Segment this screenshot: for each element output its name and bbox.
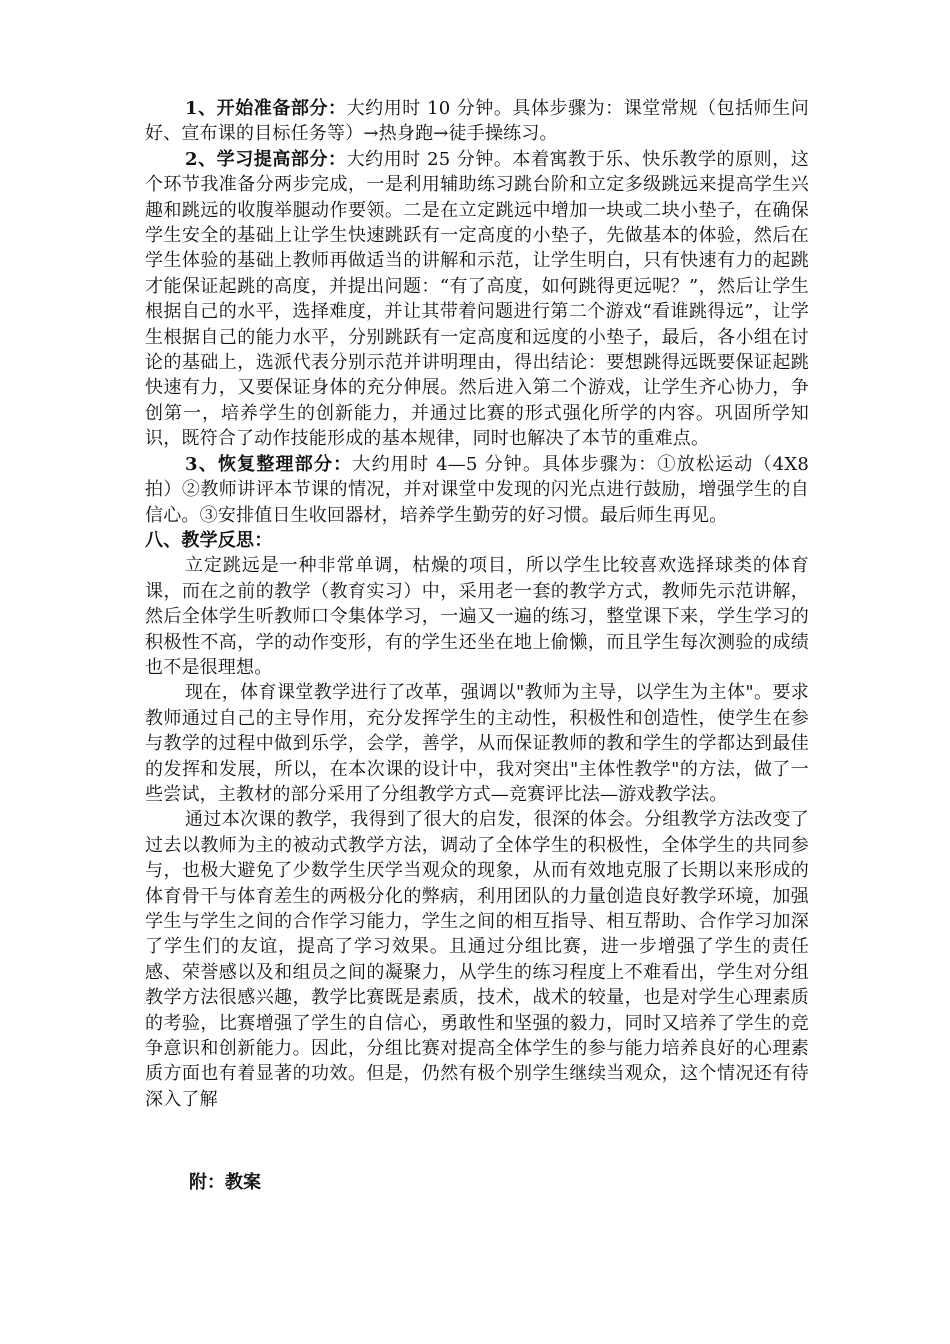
- section-text: 大约用时 4—5 分钟。具体步骤为：①放松运动（4X8 拍）②教师讲评本节课的情况，并对课堂中发现的闪光点进行鼓励，增强学生的自信心。③安排值日生收回器材，培养学生勤劳的好习惯。最后师生再见。: [145, 453, 809, 526]
- reflection-paragraph: 现在，体育课堂教学进行了改革，强调以"教师为主导，以学生为主体"。要求教师通过自己的主导作用，充分发挥学生的主动性，积极性和创造性，使学生在参与教学的过程中做到乐学，会学，善学，从而保证教师的教和学生的学都达到最佳的发挥和发展，所以，在本次课的设计中，我对突出"主体性教学"的方法，做了一些尝试，主教材的部分采用了分组教学方式—竞赛评比法—游戏教学法。: [145, 682, 809, 805]
- section-text: 大约用时 25 分钟。本着寓教于乐、快乐教学的原则，这个环节我准备分两步完成，一是利用辅助练习跳台阶和立定多级跳远来提高学生兴趣和跳远的收腹举腿动作要领。二是在立定跳远中增加一块或二块小垫子，在确保学生安全的基础上让学生快速跳跃有一定高度的小垫子，先做基本的体验，然后在学生体验的基础上教师再做适当的讲解和示范，让学生明白，只有快速有力的起跳才能保证起跳的高度，并提出问题：“有了高度，如何跳得更远呢？”，然后让学生根据自己的水平，选择难度，并让其带着问题进行第二个游戏“看谁跳得远”，让学生根据自己的能力水平，分别跳跃有一定高度和远度的小垫子，最后，各小组在讨论的基础上，选派代表分别示范并讲明理由，得出结论：要想跳得远既要保证起跳快速有力，又要保证身体的充分伸展。然后进入第二个游戏，让学生齐心协力，争创第一，培养学生的创新能力，并通过比赛的形式强化所学的内容。巩固所学知识，既符合了动作技能形成的基本规律，同时也解决了本节的重难点。: [145, 148, 809, 450]
- section-recovery: [145, 452, 809, 528]
- section-text: 大约用时 10 分钟。具体步骤为：课堂常规（包括师生问好、宣布课的目标任务等）→热身跑→徒手操练习。: [145, 98, 809, 145]
- section-start-preparation: [145, 96, 809, 147]
- section-learning-improvement: [145, 147, 809, 452]
- reflection-paragraph: 通过本次课的教学，我得到了很大的启发，很深的体会。分组教学方法改变了过去以教师为主的被动式教学方法，调动了全体学生的积极性，全体学生的共同参与，也极大避免了少数学生厌学当观众的现象，从而有效地克服了长期以来形成的体育骨干与体育差生的两极分化的弊病，利用团队的力量创造良好教学环境，加强学生与学生之间的合作学习能力，学生之间的相互指导、相互帮助、合作学习加深了学生们的友谊，提高了学习效果。且通过分组比赛，进一步增强了学生的责任感、荣誉感以及和组员之间的凝聚力，从学生的练习程度上不难看出，学生对分组教学方法很感兴趣，教学比赛既是素质，技术，战术的较量，也是对学生心理素质的考验，比赛增强了学生的自信心，勇敢性和坚强的毅力，同时又培养了学生的竞争意识和创新能力。因此，分组比赛对提高全体学生的参与能力培养良好的心理素质方面也有着显著的功效。但是，仍然有极个别学生继续当观众，这个情况还有待深入了解: [145, 809, 809, 1110]
- appendix-heading: 附：教案: [189, 1172, 261, 1193]
- section-label: 1、开始准备部分：: [185, 98, 347, 119]
- reflection-heading: 八、教学反思：: [145, 529, 273, 551]
- section-label: 3、恢复整理部分：: [185, 453, 353, 475]
- reflection-paragraph: 立定跳远是一种非常单调，枯燥的项目，所以学生比较喜欢选择球类的体育课，而在之前的教学（教育实习）中，采用老一套的教学方式，教师先示范讲解，然后全体学生听教师口令集体学习，一遍又一遍的练习，整堂课下来，学生学习的积极性不高，学的动作变形，有的学生还坐在地上偷懒，而且学生每次测验的成绩也不是很理想。: [145, 555, 809, 678]
- document-body: [145, 96, 809, 1112]
- section-label: 2、学习提高部分：: [185, 148, 347, 170]
